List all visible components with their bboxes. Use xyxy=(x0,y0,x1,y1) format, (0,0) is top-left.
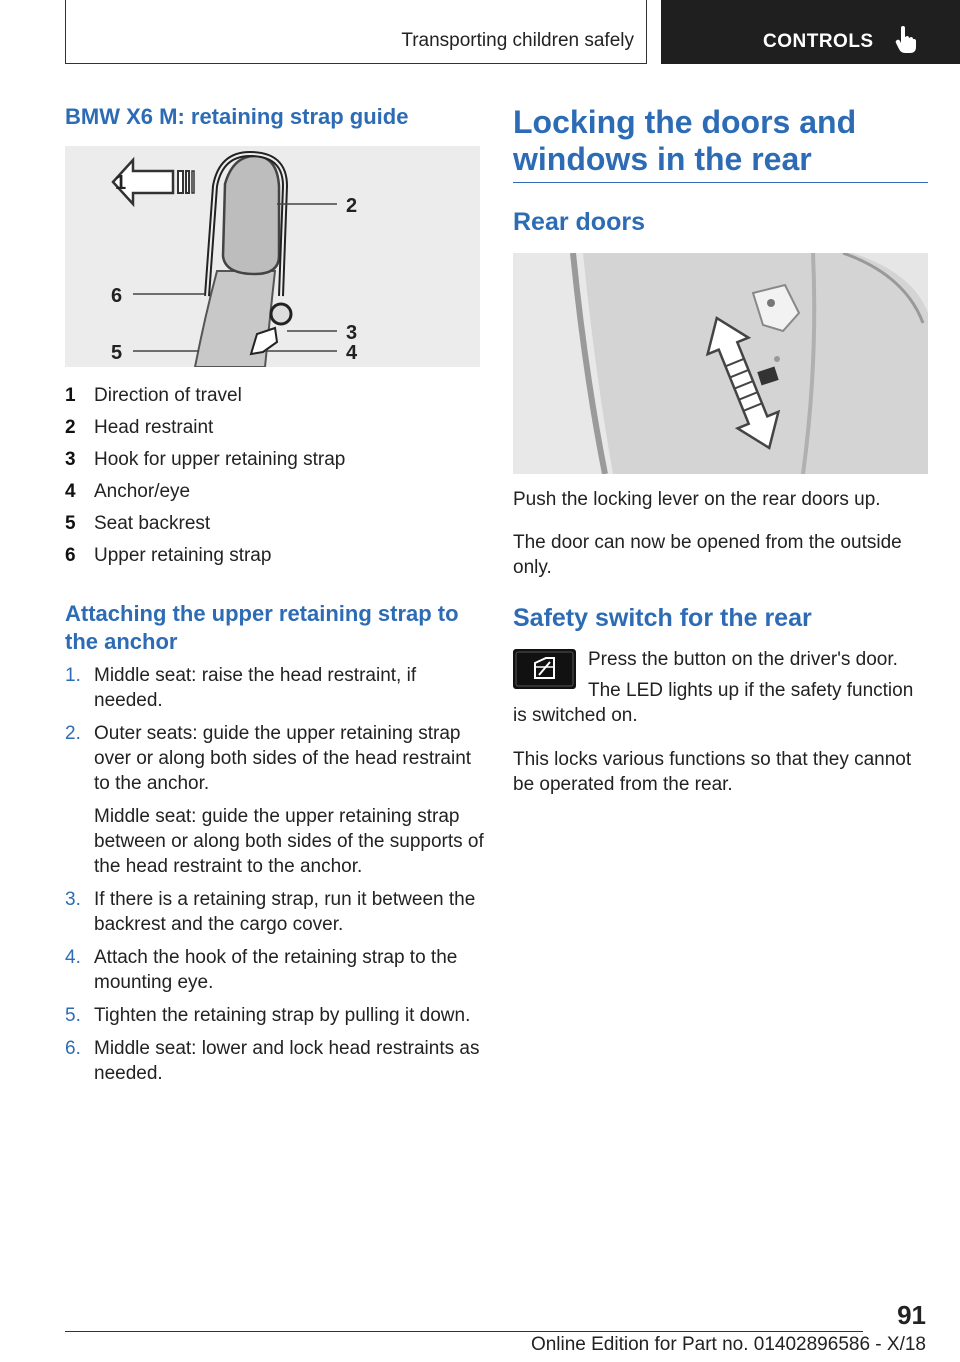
legend-item xyxy=(65,380,485,412)
legend-item xyxy=(65,508,485,540)
figure-legend xyxy=(65,380,485,572)
step-text: If there is a retaining strap, run it between the backrest and the cargo cover. xyxy=(94,889,476,935)
step-number: 5. xyxy=(65,1005,81,1026)
legend-item xyxy=(65,444,485,476)
legend-num: 5 xyxy=(65,513,76,534)
step-number: 3. xyxy=(65,889,81,910)
legend-text: Hook for upper retaining strap xyxy=(94,449,346,470)
safety-text-3: This locks various functions so that they cannot be operated from the rear. xyxy=(513,749,912,795)
step-text: Attach the hook of the retaining strap to the mounting eye. xyxy=(94,947,458,993)
callout-6: 6 xyxy=(111,285,123,307)
step-number: 4. xyxy=(65,947,81,968)
steps-list xyxy=(65,663,485,1094)
step-item xyxy=(65,721,485,879)
retaining-strap-guide-title: BMW X6 M: retaining strap guide xyxy=(65,104,409,129)
step-text: Middle seat: lower and lock head restraints as needed. xyxy=(94,1038,480,1084)
locking-doors-title: Locking the doors and windows in the rear xyxy=(513,104,857,177)
rear-doors-text-1: Push the locking lever on the rear doors up. xyxy=(513,489,881,510)
door-lock-illustration xyxy=(513,253,928,474)
section-title: Transporting children safely xyxy=(401,30,634,51)
legend-item xyxy=(65,412,485,444)
step-item xyxy=(65,1003,485,1028)
step-number: 6. xyxy=(65,1038,81,1059)
step-item xyxy=(65,887,485,937)
callout-3: 3 xyxy=(346,322,358,344)
retaining-strap-illustration xyxy=(65,146,480,367)
callout-5: 5 xyxy=(111,342,123,364)
safety-switch-heading: Safety switch for the rear xyxy=(513,604,812,632)
callout-4: 4 xyxy=(346,342,358,364)
legend-num: 6 xyxy=(65,545,76,566)
edition-note: Online Edition for Part no. 01402896586 - X/18 xyxy=(530,1334,926,1355)
step-number: 1. xyxy=(65,665,81,686)
callout-2: 2 xyxy=(346,195,358,217)
step-text: Middle seat: guide the upper retaining strap between or along both sides of the supports of the head restraint to the anchor. xyxy=(94,806,484,877)
safety-text-2: The LED lights up if the safety function is switched on. xyxy=(513,680,914,726)
legend-text: Head restraint xyxy=(94,417,214,438)
legend-text: Direction of travel xyxy=(94,385,242,406)
rear-doors-text-2: The door can now be opened from the outside only. xyxy=(513,532,902,578)
step-number: 2. xyxy=(65,723,81,744)
step-item xyxy=(65,663,485,713)
rear-door-lock-figure xyxy=(513,253,928,474)
rear-doors-heading: Rear doors xyxy=(513,208,645,236)
header-section-box xyxy=(65,0,647,64)
step-item xyxy=(65,945,485,995)
retaining-strap-figure xyxy=(65,146,480,367)
legend-text: Anchor/eye xyxy=(94,481,191,502)
footer-divider xyxy=(65,1331,863,1332)
step-text: Middle seat: raise the head restraint, if needed. xyxy=(94,665,417,711)
chapter-title: CONTROLS xyxy=(763,31,874,52)
step-text: Outer seats: guide the upper retaining strap over or along both sides of the head restraint to the anchor. xyxy=(94,723,472,794)
legend-num: 2 xyxy=(65,417,76,438)
page-number: 91 xyxy=(897,1300,926,1330)
legend-item xyxy=(65,476,485,508)
callout-1: 1 xyxy=(115,172,127,194)
safety-text-1: Press the button on the driver's door. xyxy=(588,649,898,670)
legend-num: 1 xyxy=(65,385,76,406)
step-item xyxy=(65,1036,485,1086)
legend-text: Seat backrest xyxy=(94,513,211,534)
legend-num: 4 xyxy=(65,481,76,502)
legend-text: Upper retaining strap xyxy=(94,545,272,566)
chapter-tab[interactable] xyxy=(661,0,960,64)
legend-item xyxy=(65,540,485,572)
attaching-strap-subtitle: Attaching the upper retaining strap to the anchor xyxy=(65,601,459,654)
legend-num: 3 xyxy=(65,449,76,470)
step-text: Tighten the retaining strap by pulling it down. xyxy=(94,1005,471,1026)
pointing-hand-icon xyxy=(895,26,917,54)
title-divider xyxy=(513,182,928,183)
